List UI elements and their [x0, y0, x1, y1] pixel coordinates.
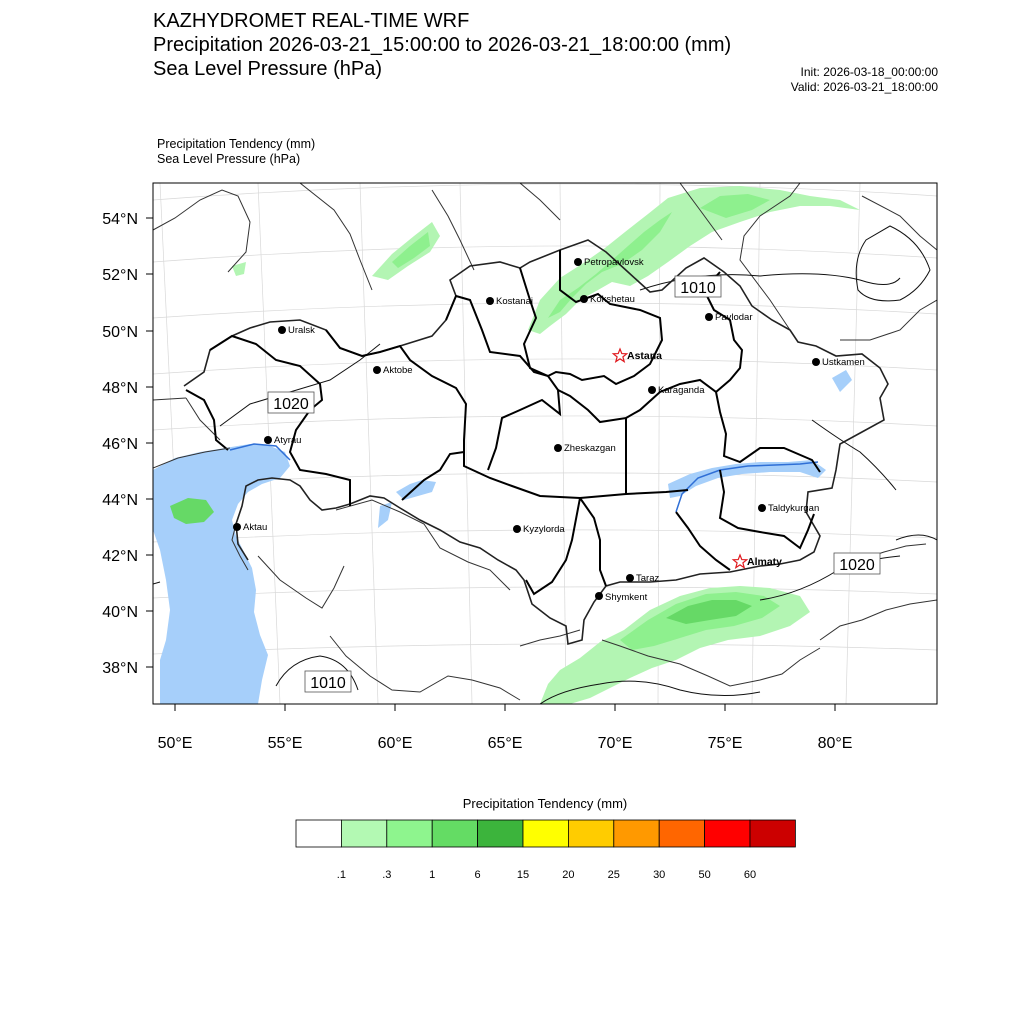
svg-text:Kostanai: Kostanai	[496, 296, 533, 307]
city-kokshetau	[580, 294, 635, 305]
legend-swatch	[341, 820, 386, 847]
legend-tick-label: 60	[743, 869, 757, 881]
legend-swatch	[478, 820, 523, 847]
lon-label: 75°E	[707, 735, 743, 752]
lon-label: 65°E	[487, 735, 523, 752]
init-time: Init: 2026-03-18_00:00:00	[800, 65, 938, 79]
city-astana	[613, 349, 662, 362]
legend-swatch	[705, 820, 750, 847]
title-line-1: KAZHYDROMET REAL-TIME WRF	[153, 10, 470, 32]
lat-label: 50°N	[102, 324, 138, 341]
svg-text:Ustkamen: Ustkamen	[822, 357, 865, 368]
legend-swatch	[523, 820, 568, 847]
legend-tick-label: 1	[429, 869, 436, 881]
legend-swatch	[387, 820, 432, 847]
city-petropavlovsk	[574, 257, 644, 268]
legend-swatch	[659, 820, 704, 847]
legend-tick-label: 15	[516, 869, 530, 881]
legend-swatch	[432, 820, 477, 847]
svg-text:Kyzylorda: Kyzylorda	[523, 524, 565, 535]
lake-zaysan	[832, 370, 852, 392]
lat-label: 46°N	[102, 436, 138, 453]
legend-swatch	[296, 820, 341, 847]
legend-tick-label: 20	[562, 869, 575, 881]
isobar-label: 1020	[839, 557, 875, 574]
isobar-label: 1010	[310, 675, 346, 692]
city-almaty	[733, 555, 782, 568]
city-uralsk	[278, 325, 315, 336]
city-shymkent	[595, 592, 648, 603]
legend-tick-label: 50	[698, 869, 711, 881]
legend-tick-label: 25	[607, 869, 620, 881]
legend-tick-label: 30	[653, 869, 666, 881]
city-aktau	[233, 522, 267, 533]
svg-text:Kokshetau: Kokshetau	[590, 294, 635, 305]
lat-label: 42°N	[102, 548, 138, 565]
longitude-labels	[158, 735, 853, 752]
city-taldykurgan	[758, 503, 819, 514]
svg-text:Pavlodar: Pavlodar	[715, 312, 753, 323]
lat-label: 54°N	[102, 211, 138, 228]
legend-tick-label: .3	[382, 869, 392, 881]
city-zheskazgan	[554, 443, 616, 454]
lat-label: 40°N	[102, 604, 138, 621]
svg-text:Atyrau: Atyrau	[274, 435, 302, 446]
map-frame	[153, 183, 937, 704]
caspian-sea	[153, 444, 290, 704]
svg-text:Aktau: Aktau	[243, 522, 268, 533]
lat-label: 48°N	[102, 380, 138, 397]
svg-text:Zheskazgan: Zheskazgan	[564, 443, 616, 454]
svg-text:Petropavlovsk: Petropavlovsk	[584, 257, 644, 268]
city-aktobe	[373, 365, 413, 376]
title-line-3: Sea Level Pressure (hPa)	[153, 58, 383, 80]
legend-swatch	[614, 820, 659, 847]
map-subtitle-slp: Sea Level Pressure (hPa)	[157, 152, 301, 166]
lon-label: 80°E	[817, 735, 853, 752]
legend-tick-label: .1	[336, 869, 346, 881]
svg-text:Astana: Astana	[627, 350, 663, 362]
map-content	[153, 183, 937, 704]
graticule	[153, 183, 937, 704]
city-kostanai	[486, 296, 533, 307]
svg-text:Taraz: Taraz	[636, 573, 660, 584]
svg-text:Taldykurgan: Taldykurgan	[768, 503, 820, 514]
svg-text:Shymkent: Shymkent	[605, 592, 648, 603]
legend-tick-label: 6	[474, 869, 481, 881]
legend-colorbar	[296, 820, 795, 847]
lat-label: 44°N	[102, 492, 138, 509]
lat-label: 38°N	[102, 660, 138, 677]
city-kyzylorda	[513, 524, 565, 535]
legend-swatch	[750, 820, 795, 847]
svg-text:Uralsk: Uralsk	[288, 325, 315, 336]
valid-time: Valid: 2026-03-21_18:00:00	[790, 80, 938, 94]
isobar-label: 1020	[273, 396, 309, 413]
svg-text:Almaty: Almaty	[747, 556, 783, 568]
isobar-label: 1010	[680, 280, 716, 297]
svg-text:Karaganda: Karaganda	[658, 385, 705, 396]
isobar-labels	[268, 276, 880, 692]
lon-label: 55°E	[267, 735, 303, 752]
svg-text:Aktobe: Aktobe	[383, 365, 413, 376]
lon-label: 60°E	[377, 735, 413, 752]
lon-label: 50°E	[157, 735, 193, 752]
title-line-2: Precipitation 2026-03-21_15:00:00 to 2026-03-21_18:00:00 (mm)	[153, 34, 732, 56]
map-subtitle-precip: Precipitation Tendency (mm)	[157, 137, 316, 151]
latitude-labels	[102, 211, 138, 677]
legend-swatch	[568, 820, 613, 847]
lon-label: 70°E	[597, 735, 633, 752]
city-ustkamen	[812, 357, 865, 368]
city-pavlodar	[705, 312, 753, 323]
legend-title: Precipitation Tendency (mm)	[462, 796, 628, 811]
legend-labels	[337, 869, 756, 881]
lat-label: 52°N	[102, 267, 138, 284]
city-atyrau	[264, 435, 301, 446]
aral-sea	[396, 480, 436, 500]
